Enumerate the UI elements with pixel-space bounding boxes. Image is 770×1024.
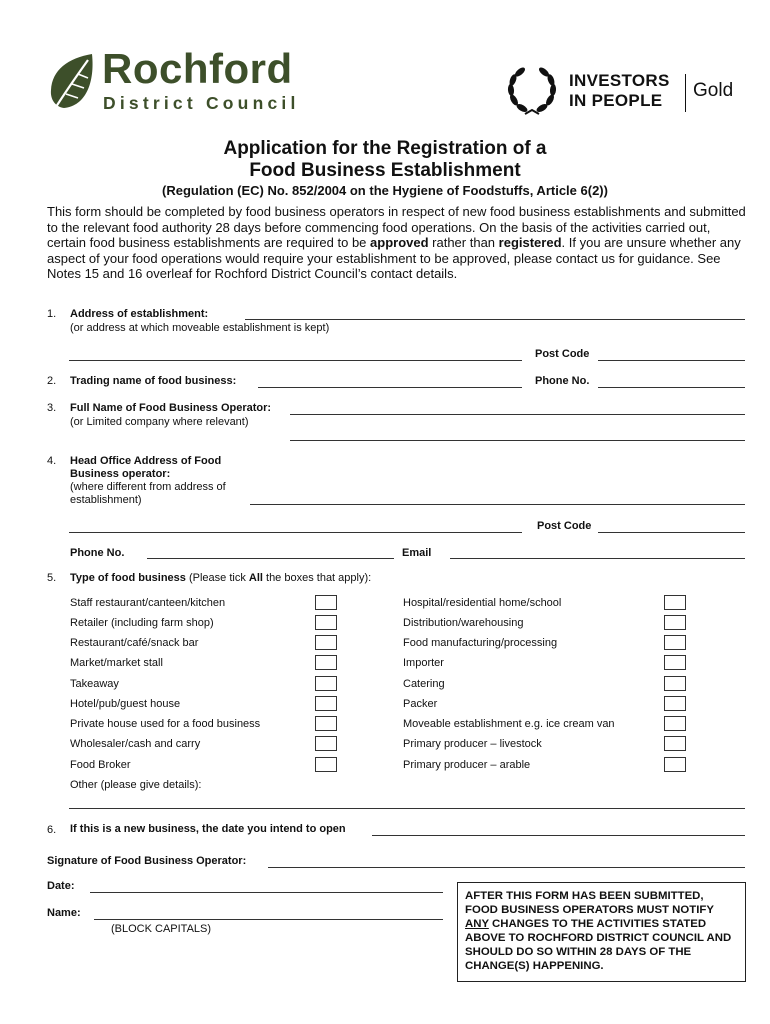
option-checkbox[interactable] [315,757,337,772]
option-label: Retailer (including farm shop) [70,617,214,629]
option-label: Takeaway [70,678,119,690]
q6-label: If this is a new business, the date you intend to open [70,823,346,835]
head-office-address-line1[interactable] [250,491,745,505]
option-checkbox[interactable] [664,615,686,630]
option-checkbox[interactable] [315,595,337,610]
form-title-line1: Application for the Registration of a [223,138,547,159]
operator-name-line2[interactable] [290,427,745,441]
option-checkbox[interactable] [315,716,337,731]
q3-number: 3. [47,402,57,414]
council-logo [48,45,328,114]
establishment-postcode-field[interactable] [598,347,745,361]
laurel-wreath-icon [505,66,559,118]
head-office-postcode-field[interactable] [598,519,745,533]
option-label: Staff restaurant/canteen/kitchen [70,597,226,609]
name-field[interactable] [94,906,443,920]
intro-approved: approved [370,235,429,250]
option-label: Primary producer – livestock [403,738,542,750]
option-label: Restaurant/café/snack bar [70,637,199,649]
option-checkbox[interactable] [315,696,337,711]
trading-name-field[interactable] [258,374,522,388]
option-label: Food Broker [70,759,131,771]
option-label: Distribution/warehousing [403,617,524,629]
option-checkbox[interactable] [315,615,337,630]
option-label: Packer [403,698,438,710]
notice-text-1: AFTER THIS FORM HAS BEEN SUBMITTED, FOOD BUSINESS OPERATORS MUST NOTIFY [465,890,714,916]
head-office-phone-field[interactable] [147,545,394,559]
iip-line1: INVESTORS [569,71,670,90]
option-label: Wholesaler/cash and carry [70,738,201,750]
leaf-icon [48,52,98,112]
q4-email-label: Email [402,547,432,559]
opening-date-field[interactable] [372,822,745,836]
signature-field[interactable] [268,854,745,868]
signature-label: Signature of Food Business Operator: [47,855,247,867]
option-label: Hospital/residential home/school [403,597,562,609]
council-subname: District Council [103,93,300,113]
option-checkbox[interactable] [315,676,337,691]
iip-level: Gold [693,80,734,101]
intro-paragraph [47,204,747,282]
q1-sublabel: (or address at which moveable establishment is kept) [70,322,330,334]
q5-instruction-all: All [248,572,263,584]
intro-text-2: rather than [428,235,499,250]
regulation-subtitle: (Regulation (EC) No. 852/2004 on the Hygiene of Foodstuffs, Article 6(2)) [162,183,608,198]
q5-number: 5. [47,572,57,584]
date-field[interactable] [90,879,443,893]
option-checkbox[interactable] [664,696,686,711]
q1-number: 1. [47,308,57,320]
option-label: Moveable establishment e.g. ice cream van [403,718,615,730]
option-label: Hotel/pub/guest house [70,698,181,710]
q5-instruction-post: the boxes that apply): [262,572,372,584]
q4-label-line1: Head Office Address of Food [70,455,222,467]
q4-sub-line1: (where different from address of [70,481,226,493]
investors-in-people-logo [505,66,745,118]
q3-sublabel: (or Limited company where relevant) [70,416,249,428]
intro-text-1: This form should be completed by food business operators in respect of new food business establishments and submitted to the relevant food authority 28 days before commencing food operations. On the basis of the activities carried out, certain food business establishments are required to be [47,204,746,250]
establishment-address-line1[interactable] [245,306,745,320]
intro-text-3: . If you are unsure whether any aspect of your food operations would require your establishment to be approved, please contact us for guidance. See Notes 15 and 16 overleaf for Rochford District Council’s contact details. [47,235,741,281]
option-label: Catering [403,678,445,690]
q4-postcode-label: Post Code [537,520,592,532]
business-phone-field[interactable] [598,374,745,388]
other-details-label: Other (please give details): [70,779,202,791]
q4-label-line2: Business operator: [70,468,171,480]
q1-label: Address of establishment: [70,308,209,320]
option-checkbox[interactable] [315,635,337,650]
form-title-line2: Food Business Establishment [249,160,521,181]
notice-text-2: CHANGES TO THE ACTIVITIES STATED ABOVE TO ROCHFORD DISTRICT COUNCIL AND SHOULD DO SO WITHIN 28 DAYS OF THE CHANGE(S) HAPPENING. [465,918,732,972]
option-label: Market/market stall [70,657,163,669]
option-label: Primary producer – arable [403,759,531,771]
q4-number: 4. [47,455,57,467]
q1-postcode-label: Post Code [535,348,590,360]
option-checkbox[interactable] [315,736,337,751]
q5-heading [70,572,371,585]
q2-phone-label: Phone No. [535,375,590,387]
option-label: Private house used for a food business [70,718,261,730]
q4-phone-label: Phone No. [70,547,125,559]
option-checkbox[interactable] [315,655,337,670]
option-checkbox[interactable] [664,635,686,650]
iip-divider [685,74,686,112]
option-label: Food manufacturing/processing [403,637,558,649]
establishment-address-line2[interactable] [69,347,522,361]
q5-label: Type of food business [70,572,186,584]
q2-label: Trading name of food business: [70,375,237,387]
option-checkbox[interactable] [664,716,686,731]
q5-instruction-pre: (Please tick [185,572,249,584]
option-label: Importer [403,657,444,669]
other-details-field[interactable] [69,795,745,809]
date-label: Date: [47,880,75,892]
name-label: Name: [47,907,81,919]
option-checkbox[interactable] [664,757,686,772]
intro-registered: registered [498,235,562,250]
iip-line2: IN PEOPLE [569,91,663,110]
option-checkbox[interactable] [664,655,686,670]
head-office-email-field[interactable] [450,545,745,559]
q4-sub-line2: establishment) [70,494,142,506]
q2-number: 2. [47,375,57,387]
change-notification-notice [457,882,746,982]
option-checkbox[interactable] [664,736,686,751]
option-checkbox[interactable] [664,676,686,691]
head-office-address-line2[interactable] [69,519,522,533]
block-capitals-hint: (BLOCK CAPITALS) [111,923,212,935]
council-name: Rochford [102,45,293,92]
q6-number: 6. [47,824,57,836]
operator-name-line1[interactable] [290,401,745,415]
q3-label: Full Name of Food Business Operator: [70,402,272,414]
notice-any: ANY [465,918,489,930]
option-checkbox[interactable] [664,595,686,610]
